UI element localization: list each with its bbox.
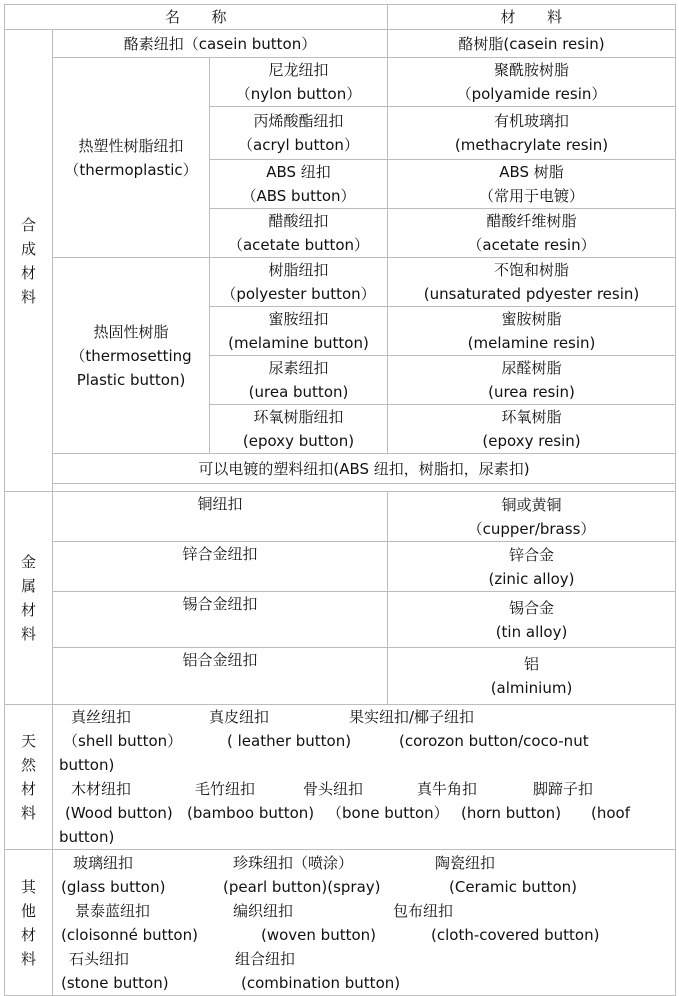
list-item: (glass button) [61,877,166,896]
item-material: 蜜胺树脂 (melamine resin) [388,307,676,356]
metal-name: 锡合金纽扣 [53,592,388,648]
list-item: 毛竹纽扣 [195,780,256,798]
table-row [5,258,676,307]
other-items [53,850,676,996]
list-item: (combination button) [241,973,401,992]
spacer-row [5,484,676,492]
other-row-en [59,875,675,899]
item-name: 尿素纽扣 (urea button) [210,356,388,405]
electroplate-note: 可以电镀的塑料纽扣(ABS 纽扣，树脂扣，尿素扣) [53,454,676,484]
category-other: 其他材料 [5,850,53,996]
metal-material: 锡合金 (tin alloy) [388,592,676,648]
header-row [5,5,676,30]
list-item: 包布纽扣 [393,901,454,920]
list-item: 真皮纽扣 [209,708,270,726]
table-row [5,542,676,592]
table-row [5,58,676,107]
list-item: (woven button) [261,925,377,944]
list-item: (corozon button/coco-nut [399,732,589,750]
list-item: (pearl button)(spray) [223,877,381,896]
item-material: 尿醛树脂 (urea resin) [388,356,676,405]
button-material-table [4,4,676,996]
item-name: 尼龙纽扣 （nylon button） [210,58,388,107]
metal-material: 铜或黄铜 （cupper/brass） [388,492,676,542]
list-item: (horn button) [461,804,562,822]
item-name: 环氧树脂纽扣 (epoxy button) [210,405,388,454]
item-material: 不饱和树脂 (unsaturated pdyester resin) [388,258,676,307]
casein-material: 酪树脂(casein resin) [388,30,676,58]
metal-name: 铝合金纽扣 [53,648,388,705]
list-item: ( leather button) [227,732,352,750]
other-row-cn [59,947,675,971]
list-item: 景泰蓝纽扣 [75,901,151,920]
list-item: （bone button） [327,804,449,822]
category-metal: 金属材料 [5,492,53,705]
thermoplastic-group: 热塑性树脂纽扣 （thermoplastic） [53,58,210,258]
list-item: 木材纽扣 [71,780,132,798]
item-material: 聚酰胺树脂 （polyamide resin） [388,58,676,107]
list-item: 编织纽扣 [233,901,294,920]
metal-name: 锌合金纽扣 [53,542,388,592]
other-row-cn [59,851,675,875]
list-item: (bamboo button) [187,804,315,822]
list-item: (Wood button) [65,804,173,822]
item-material: 醋酸纤维树脂 （acetate resin） [388,209,676,258]
item-material: 环氧树脂 (epoxy resin) [388,405,676,454]
item-name: 树脂纽扣 （polyester button） [210,258,388,307]
other-row-en [59,923,675,947]
table-row [5,454,676,484]
other-row-cn [59,899,675,923]
category-natural: 天然材料 [5,705,53,850]
item-material: 有机玻璃扣 (methacrylate resin) [388,107,676,160]
list-item: 玻璃纽扣 [73,853,134,872]
list-item: 组合纽扣 [235,949,296,968]
natural-row-cn [59,777,675,801]
natural-row-en [59,801,675,825]
header-name: 名 称 [5,5,388,30]
list-item: 真丝纽扣 [71,708,132,726]
list-item: (Ceramic button) [449,877,578,896]
list-item: 陶瓷纽扣 [435,853,496,872]
list-item: 果实纽扣/椰子纽扣 [349,708,475,726]
category-synthetic: 合成材料 [5,30,53,492]
other-row-en [59,971,675,995]
list-item: (hoof [591,804,630,822]
list-item: 骨头纽扣 [303,780,364,798]
list-item: 珍珠纽扣（喷涂） [233,853,354,872]
table-row [5,850,676,996]
list-item: (cloth-covered button) [431,925,600,944]
table-row [5,648,676,705]
list-item: (cloisonné button) [61,925,198,944]
thermosetting-group: 热固性树脂 （thermosetting Plastic button) [53,258,210,454]
natural-row-en [59,729,675,753]
list-item: (stone button) [61,973,169,992]
metal-material: 铝 (alminium) [388,648,676,705]
table-row [5,705,676,850]
list-item: 石头纽扣 [69,949,130,968]
metal-material: 锌合金 (zinic alloy) [388,542,676,592]
table-row [5,492,676,542]
table-row [5,30,676,58]
list-item: 真牛角扣 [417,780,478,798]
item-name: ABS 纽扣 （ABS button） [210,160,388,209]
list-item: 脚蹄子扣 [533,780,594,798]
list-item: button) [59,756,115,774]
table-row [5,592,676,648]
natural-row-cn [59,705,675,729]
metal-name: 铜纽扣 [53,492,388,542]
header-material: 材 料 [388,5,676,30]
item-name: 蜜胺纽扣 (melamine button) [210,307,388,356]
casein-name: 酪素纽扣（casein button） [53,30,388,58]
item-name: 丙烯酸酯纽扣 （acryl button） [210,107,388,160]
natural-items [53,705,676,850]
list-item: button) [59,828,115,846]
list-item: （shell button） [63,732,183,750]
item-material: ABS 树脂 （常用于电镀） [388,160,676,209]
item-name: 醋酸纽扣 （acetate button） [210,209,388,258]
spacer-cell [53,484,676,492]
